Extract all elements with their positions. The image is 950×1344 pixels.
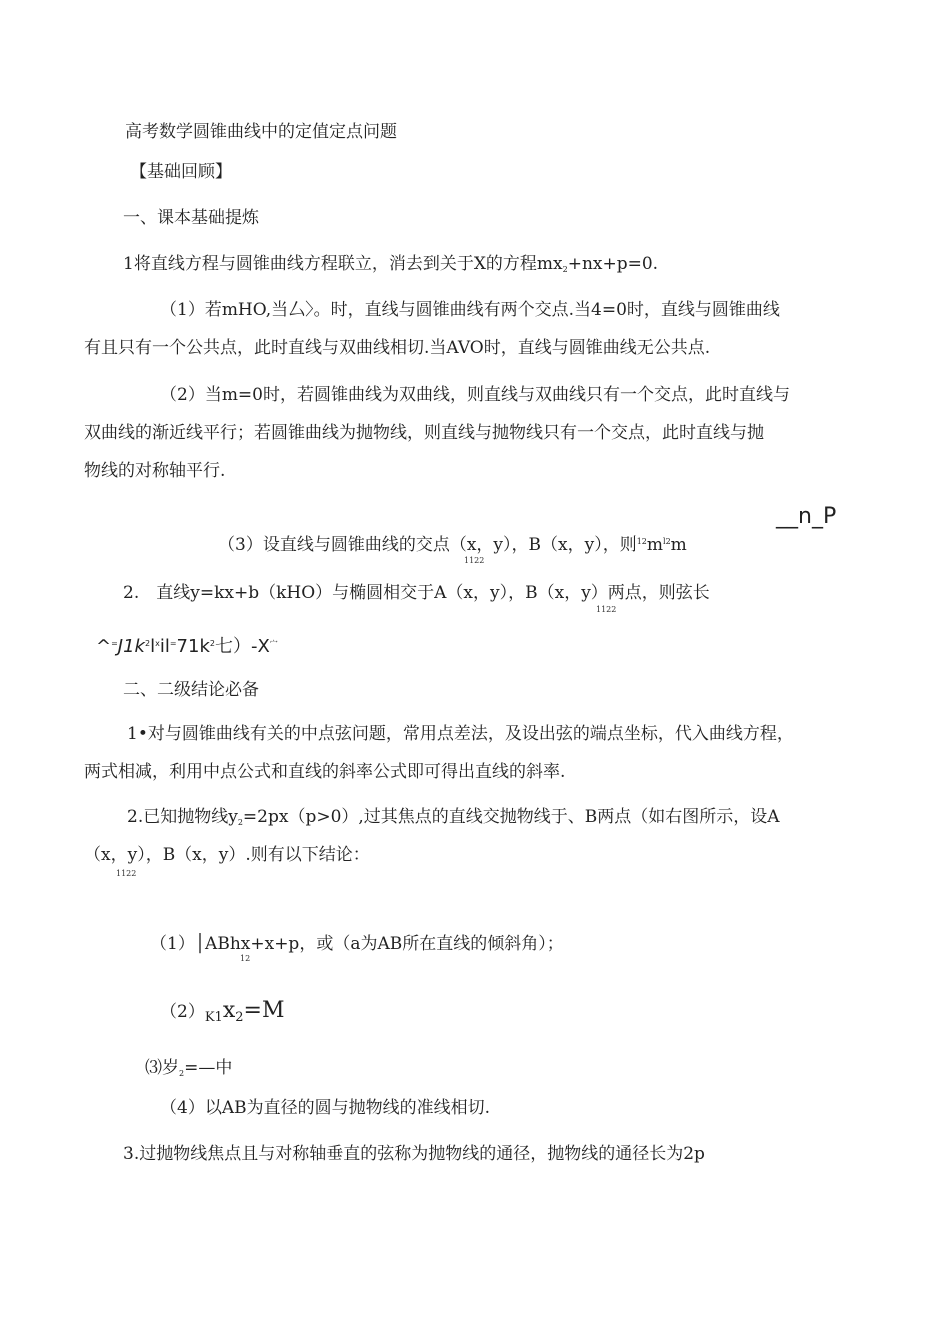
paragraph-8-subscripts: 1122 — [116, 869, 137, 878]
conclusion-3: ⑶岁$_2$=—中 — [145, 1058, 233, 1078]
formula-fragment-np: __n_P — [776, 504, 837, 529]
paragraph-3-line-1: （2）当m=0时，若圆锥曲线为双曲线，则直线与双曲线只有一个交点，此时直线与 — [160, 385, 790, 405]
paragraph-4-subscripts: 1122 — [464, 556, 485, 565]
paragraph-2-line-1: （1）若mHO,当厶〉。时，直线与圆锥曲线有两个交点.当4=0时，直线与圆锥曲线 — [160, 300, 780, 320]
paragraph-7-line-2: 两式相减，利用中点公式和直线的斜率公式即可得出直线的斜率. — [84, 762, 566, 782]
conclusion-1-subscripts: 12 — [240, 954, 251, 963]
paragraph-3-line-2: 双曲线的渐近线平行；若圆锥曲线为抛物线，则直线与抛物线只有一个交点，此时直线与抛 — [84, 423, 764, 443]
paragraph-5-subscripts: 1122 — [596, 605, 617, 614]
paragraph-8-line-1: 2.已知抛物线$y_2=2px(p>0)$,过其焦点的直线交抛物线于、B两点（如右图所示，设A — [127, 807, 780, 827]
conclusion-1: （1）│ABhx+x+p，或（a为AB所在直线的倾斜角）； — [150, 934, 564, 954]
document-title: 高考数学圆锥曲线中的定值定点问题 — [125, 122, 397, 142]
paragraph-8-line-2: （x，y），B（x，y）.则有以下结论： — [84, 845, 370, 865]
paragraph-9: 3.过抛物线焦点且与对称轴垂直的弦称为抛物线的通径，抛物线的通径长为2p — [123, 1144, 705, 1164]
section-basic-review: 【基础回顾】 — [130, 162, 232, 182]
heading-textbook-basics: 一、课本基础提炼 — [123, 208, 259, 228]
paragraph-3-line-3: 物线的对称轴平行. — [84, 461, 226, 481]
conclusion-4: （4）以AB为直径的圆与抛物线的准线相切. — [160, 1098, 490, 1118]
chord-length-formula: $\^{}^=J1k^2l^xil^=71k^2$七）$-X^宀$ — [96, 636, 278, 657]
paragraph-2-line-2: 有且只有一个公共点，此时直线与双曲线相切.当AVO时，直线与圆锥曲线无公共点. — [84, 338, 711, 358]
conclusion-2: $(2)_{K1}x_2=M$ — [160, 998, 285, 1025]
paragraph-7-line-1: 1•对与圆锥曲线有关的中点弦问题，常用点差法，及设出弦的端点坐标，代入曲线方程， — [127, 724, 794, 744]
paragraph-1: 1将直线方程与圆锥曲线方程联立，消去到关于X的方程$mx_2+nx+p=0$. — [123, 254, 659, 274]
paragraph-5: 2. 直线y=kx+b（kHO）与椭圆相交于A（x，y），B（x，y）两点，则弦长 — [123, 583, 710, 603]
paragraph-4: （3）设直线与圆锥曲线的交点（x，y），B（x，y），则$^{12}m^{l2}m$ — [218, 535, 687, 555]
heading-secondary-conclusions: 二、二级结论必备 — [123, 680, 259, 700]
